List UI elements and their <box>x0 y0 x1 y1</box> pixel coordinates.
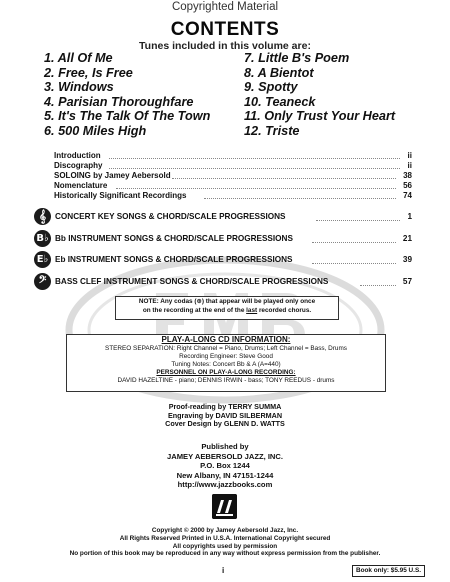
bass-clef-icon: 𝄢 <box>34 273 51 290</box>
section-eb-instrument <box>34 251 412 269</box>
production-credits <box>0 403 450 429</box>
publisher-line: JAMEY AEBERSOLD JAZZ, INC. <box>166 451 284 461</box>
dot-leader <box>109 168 400 169</box>
section-label: BASS CLEF INSTRUMENT SONGS & CHORD/SCALE PROGRESSIONS <box>55 277 329 286</box>
tune-item: 5. It's The Talk Of The Town <box>44 109 211 123</box>
section-label: CONCERT KEY SONGS & CHORD/SCALE PROGRESSIONS <box>55 212 286 221</box>
e-flat-icon: E♭ <box>34 251 51 268</box>
tune-item: 9. Spotty <box>244 80 298 94</box>
credit-line: Proof-reading by TERRY SUMMA <box>168 402 282 411</box>
dot-leader <box>204 198 396 199</box>
legal-line: Copyright © 2000 by Jamey Aebersold Jazz, Inc. <box>151 527 299 534</box>
publisher-line: P.O. Box 1244 <box>200 461 250 471</box>
section-page: 39 <box>402 255 412 264</box>
coda-note-box <box>115 296 339 320</box>
tune-item: 6. 500 Miles High <box>44 123 147 138</box>
section-page: 57 <box>402 277 412 286</box>
section-bass-clef <box>34 273 412 291</box>
section-label: Eb INSTRUMENT SONGS & CHORD/SCALE PROGRESSIONS <box>55 255 293 264</box>
dot-leader <box>109 158 400 159</box>
tune-list-right <box>244 51 395 138</box>
publisher-logo-icon <box>212 494 237 519</box>
note-line-1: NOTE: Any codas (⊕) that appear will be played only once <box>138 298 316 305</box>
toc-entry-discography <box>54 161 412 171</box>
dot-leader <box>312 263 396 264</box>
credit-line: Engraving by DAVID SILBERMAN <box>167 410 283 420</box>
toc-entry-recordings <box>54 191 412 201</box>
legal-line: No portion of this book may be reproduced in any way without express permission from the publisher. <box>69 550 381 558</box>
toc-entry-label: Historically Significant Recordings <box>54 191 187 200</box>
tune-item: 1. All Of Me <box>44 51 113 65</box>
tune-item: 4. Parisian Thoroughfare <box>44 94 194 109</box>
treble-clef-icon: 𝄞 <box>34 208 51 225</box>
price-box: Book only: $5.95 U.S. <box>352 565 425 577</box>
dot-leader <box>316 220 400 221</box>
section-bb-instrument <box>34 230 412 248</box>
tune-item: 11. Only Trust Your Heart <box>244 109 396 123</box>
cd-info-header: PLAY-A-LONG CD INFORMATION: <box>161 335 291 344</box>
b-flat-icon: B♭ <box>34 230 51 247</box>
toc-entry-page: 38 <box>403 171 412 180</box>
personnel-line: DAVID HAZELTINE - piano; DENNIS IRWIN - bass; TONY REEDUS - drums <box>117 377 335 384</box>
toc-entry-label: Discography <box>54 161 103 170</box>
section-page: 21 <box>402 234 412 243</box>
tune-item: 8. A Bientot <box>244 65 314 80</box>
toc-entry-nomenclature <box>54 181 412 191</box>
credit-line: Cover Design by GLENN D. WATTS <box>165 419 285 429</box>
tune-item: 7. Little B's Poem <box>244 51 350 65</box>
recording-engineer-line: Recording Engineer: Steve Good <box>179 353 273 360</box>
dot-leader <box>360 285 396 286</box>
toc-entry-page: 56 <box>403 181 412 190</box>
personnel-header: PERSONNEL ON PLAY-A-LONG RECORDING: <box>156 369 296 376</box>
dot-leader <box>312 242 396 243</box>
page-number: i <box>222 566 225 575</box>
tunes-subtitle: Tunes included in this volume are: <box>139 40 311 52</box>
note-line-2: on the recording at the end of the last recorded chorus. <box>142 307 312 314</box>
tune-item: 10. Teaneck <box>244 94 316 109</box>
dot-leader <box>116 188 396 189</box>
section-page: 1 <box>407 212 412 221</box>
publisher-line: Published by <box>201 442 249 451</box>
tune-item: 3. Windows <box>44 80 114 94</box>
publisher-line: New Albany, IN 47151-1244 <box>176 470 274 480</box>
tune-item: 12. Triste <box>244 123 300 138</box>
copyrighted-material-banner: Copyrighted Material <box>171 1 279 13</box>
legal-line: All Rights Reserved Printed in U.S.A. International Copyright secured <box>119 534 331 542</box>
toc-entry-introduction <box>54 151 412 161</box>
toc-entry-page: ii <box>407 151 412 160</box>
tuning-notes-line: Tuning Notes: Concert Bb & A (A=440) <box>171 361 281 368</box>
toc-entry-label: Introduction <box>54 151 101 160</box>
copyright-notice <box>0 527 450 558</box>
tune-item: 2. Free, Is Free <box>44 65 133 80</box>
tune-list-left <box>44 51 210 138</box>
legal-line: All copyrights used by permission <box>172 542 278 550</box>
cd-information-box <box>66 334 386 392</box>
section-label: Bb INSTRUMENT SONGS & CHORD/SCALE PROGRESSIONS <box>55 234 293 243</box>
dot-leader <box>172 178 396 179</box>
toc-entry-page: 74 <box>403 191 412 200</box>
toc-entry-label: SOLOING by Jamey Aebersold <box>54 171 171 180</box>
toc-entry-page: ii <box>407 161 412 170</box>
section-concert-key <box>34 208 412 226</box>
stereo-separation-line: STEREO SEPARATION: Right Channel = Piano, Drums; Left Channel = Bass, Drums <box>105 345 347 352</box>
page-title: CONTENTS <box>170 19 280 40</box>
toc-entry-soloing <box>54 171 412 181</box>
publisher-website: http://www.jazzbooks.com <box>177 480 273 490</box>
toc-entry-label: Nomenclature <box>54 181 108 190</box>
publisher-info <box>0 442 450 490</box>
